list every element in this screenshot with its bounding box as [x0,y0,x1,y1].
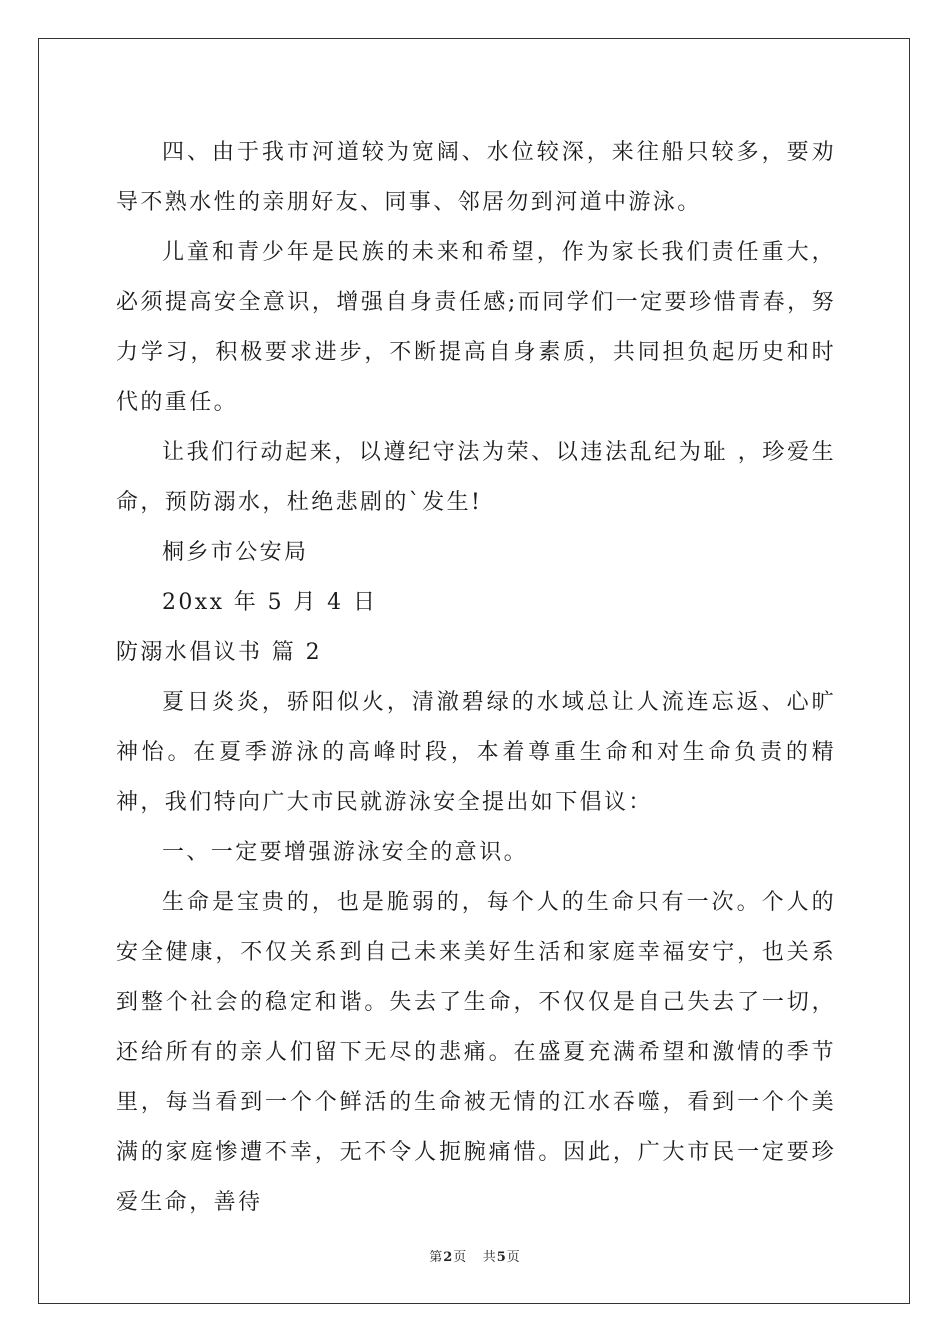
paragraph-item-four: 四、由于我市河道较为宽阔、水位较深，来往船只较多，要劝导不熟水性的亲朋好友、同事、邻居勿到河道中游泳。 [116,140,836,215]
page-footer [0,1246,950,1265]
footer-total-unit: 页 [506,1250,521,1265]
signature-date: 20xx 年 5 月 4 日 [162,590,378,615]
paragraph-item-one: 一、一定要增强游泳安全的意识。 [162,840,529,865]
paragraph-youth-responsibility: 儿童和青少年是民族的未来和希望，作为家长我们责任重大，必须提高安全意识，增强自身责任感;而同学们一定要珍惜青春，努力学习，积极要求进步，不断提高自身素质，共同担负起历史和时代的重任。 [116,240,836,415]
document-body [116,128,836,1228]
footer-total-prefix: 共 [482,1250,497,1265]
paragraph-life-precious: 生命是宝贵的，也是脆弱的，每个人的生命只有一次。个人的安全健康，不仅关系到自己未来美好生活和家庭幸福安宁，也关系到整个社会的稳定和谐。失去了生命，不仅仅是自己失去了一切，还给所有的亲人们留下无尽的悲痛。在盛夏充满希望和激情的季节里，每当看到一个个鲜活的生命被无情的江水吞噬，看到一个个美满的家庭惨遭不幸，无不令人扼腕痛惜。因此，广大市民一定要珍爱生命，善待 [116,890,836,1215]
footer-page-unit: 页 [453,1250,468,1265]
footer-page-current: 2 [443,1250,454,1265]
footer-page-prefix: 第 [429,1250,444,1265]
section-heading: 防溺水倡议书 篇 2 [116,640,322,665]
footer-page-total: 5 [496,1250,507,1265]
paragraph-summer-intro: 夏日炎炎，骄阳似火，清澈碧绿的水域总让人流连忘返、心旷神怡。在夏季游泳的高峰时段，本着尊重生命和对生命负责的精神，我们特向广大市民就游泳安全提出如下倡议： [116,690,836,815]
signature-organization: 桐乡市公安局 [162,540,309,565]
paragraph-call-to-action: 让我们行动起来，以遵纪守法为荣、以违法乱纪为耻 ，珍爱生命，预防溺水，杜绝悲剧的`发生! [116,440,836,515]
